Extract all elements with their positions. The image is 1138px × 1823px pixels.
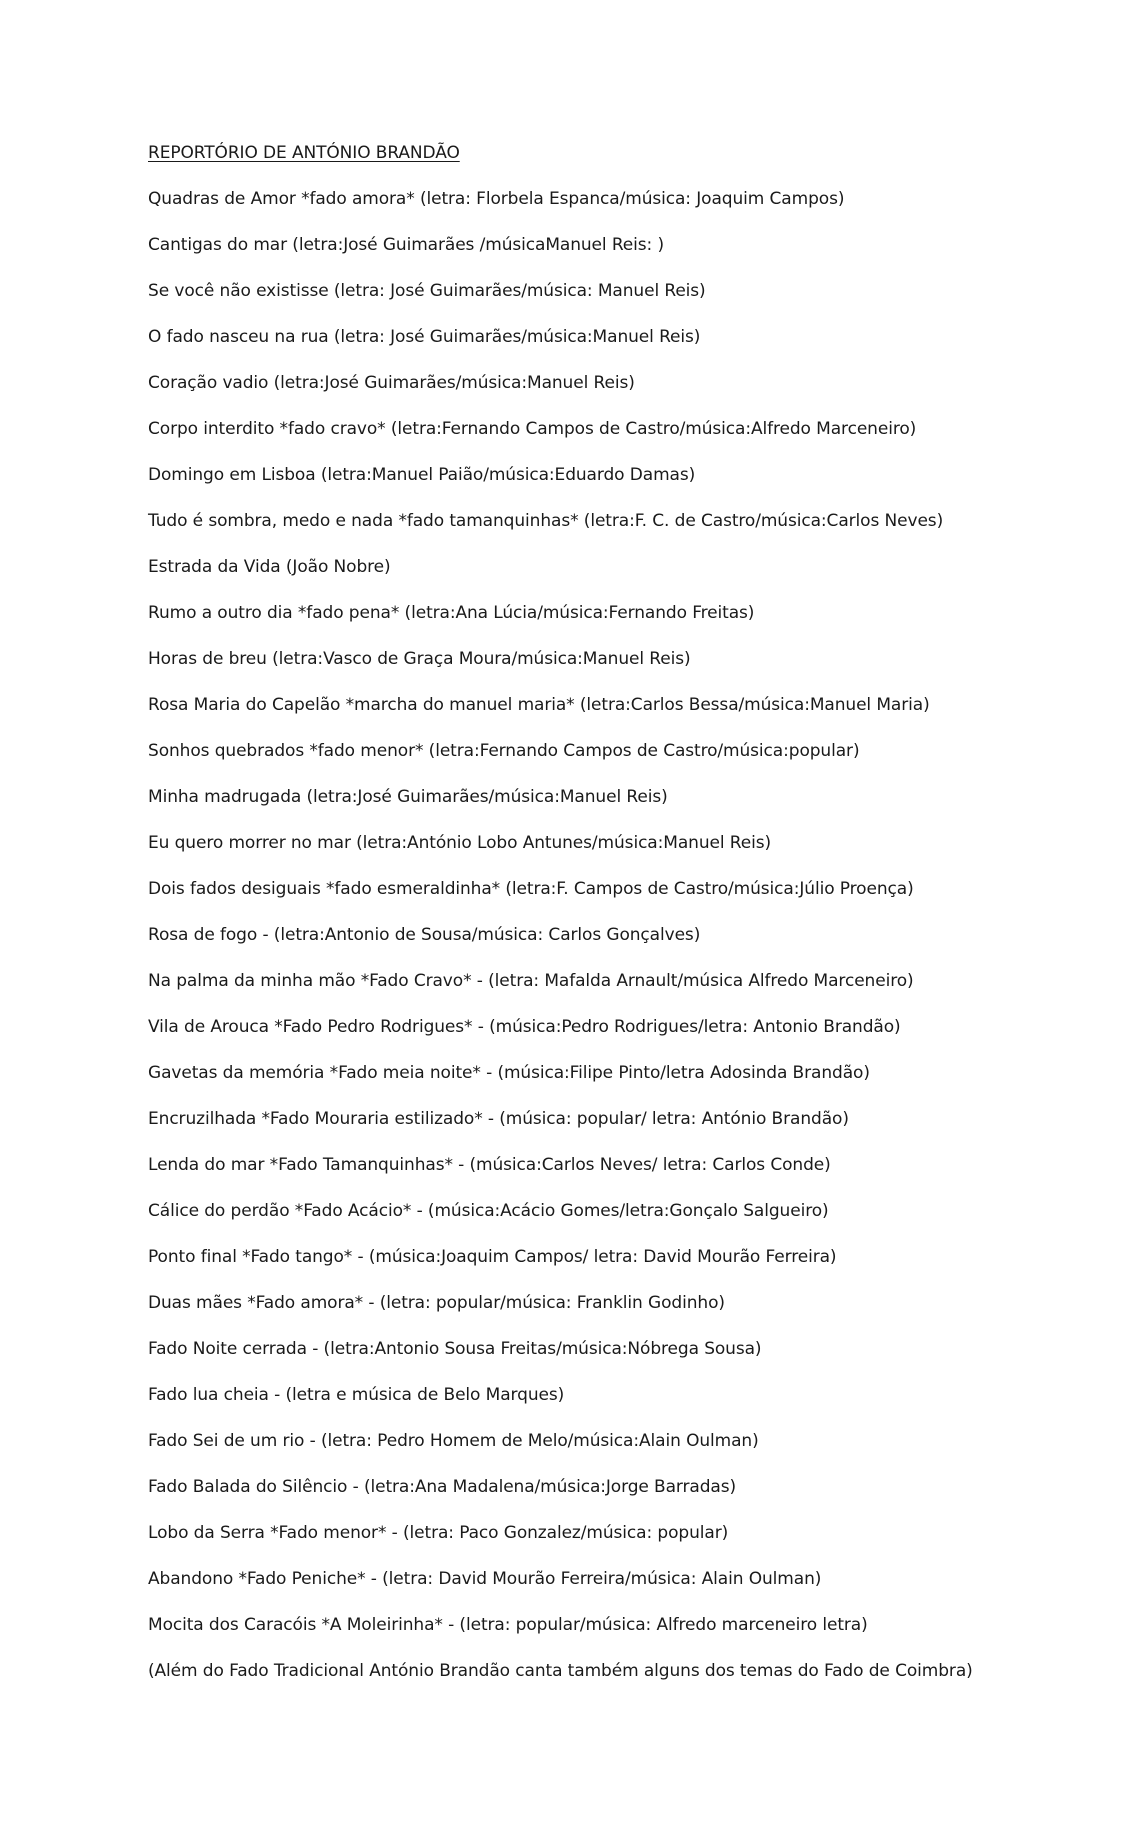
song-entry: Minha madrugada (letra:José Guimarães/música:Manuel Reis) [148,787,668,807]
song-entry: Na palma da minha mão *Fado Cravo* - (letra: Mafalda Arnault/música Alfredo Marceneiro) [148,971,914,991]
song-entry: Fado lua cheia - (letra e música de Belo Marques) [148,1385,565,1405]
song-entry: Rosa de fogo - (letra:Antonio de Sousa/música: Carlos Gonçalves) [148,925,701,945]
song-entry: O fado nasceu na rua (letra: José Guimarães/música:Manuel Reis) [148,327,701,347]
song-entry: Cantigas do mar (letra:José Guimarães /músicaManuel Reis: ) [148,235,664,255]
document-body [148,141,1108,1705]
song-list [148,187,1108,1705]
song-entry: Rumo a outro dia *fado pena* (letra:Ana Lúcia/música:Fernando Freitas) [148,603,755,623]
song-entry: Fado Sei de um rio - (letra: Pedro Homem de Melo/música:Alain Oulman) [148,1431,759,1451]
song-entry: Fado Noite cerrada - (letra:Antonio Sousa Freitas/música:Nóbrega Sousa) [148,1339,762,1359]
song-entry: Vila de Arouca *Fado Pedro Rodrigues* - (música:Pedro Rodrigues/letra: Antonio Brandão) [148,1017,901,1037]
song-entry: Dois fados desiguais *fado esmeraldinha* (letra:F. Campos de Castro/música:Júlio Proença) [148,879,914,899]
song-entry: Tudo é sombra, medo e nada *fado tamanquinhas* (letra:F. C. de Castro/música:Carlos Neves) [148,511,944,531]
song-entry: Cálice do perdão *Fado Acácio* - (música:Acácio Gomes/letra:Gonçalo Salgueiro) [148,1201,829,1221]
song-entry: Mocita dos Caracóis *A Moleirinha* - (letra: popular/música: Alfredo marceneiro letra) [148,1615,868,1635]
song-entry: Sonhos quebrados *fado menor* (letra:Fernando Campos de Castro/música:popular) [148,741,860,761]
song-entry: Lenda do mar *Fado Tamanquinhas* - (música:Carlos Neves/ letra: Carlos Conde) [148,1155,831,1175]
song-entry: Fado Balada do Silêncio - (letra:Ana Madalena/música:Jorge Barradas) [148,1477,737,1497]
song-entry: Corpo interdito *fado cravo* (letra:Fernando Campos de Castro/música:Alfredo Marceneiro) [148,419,917,439]
song-entry: Se você não existisse (letra: José Guimarães/música: Manuel Reis) [148,281,706,301]
song-entry: (Além do Fado Tradicional António Brandão canta também alguns dos temas do Fado de Coimbra) [148,1661,973,1681]
song-entry: Duas mães *Fado amora* - (letra: popular/música: Franklin Godinho) [148,1293,725,1313]
song-entry: Lobo da Serra *Fado menor* - (letra: Paco Gonzalez/música: popular) [148,1523,729,1543]
song-entry: Quadras de Amor *fado amora* (letra: Florbela Espanca/música: Joaquim Campos) [148,189,845,209]
song-entry: Encruzilhada *Fado Mouraria estilizado* - (música: popular/ letra: António Brandão) [148,1109,849,1129]
song-entry: Eu quero morrer no mar (letra:António Lobo Antunes/música:Manuel Reis) [148,833,771,853]
song-entry: Horas de breu (letra:Vasco de Graça Moura/música:Manuel Reis) [148,649,691,669]
song-entry: Abandono *Fado Peniche* - (letra: David Mourão Ferreira/música: Alain Oulman) [148,1569,822,1589]
song-entry: Gavetas da memória *Fado meia noite* - (música:Filipe Pinto/letra Adosinda Brandão) [148,1063,870,1083]
song-entry: Domingo em Lisboa (letra:Manuel Paião/música:Eduardo Damas) [148,465,696,485]
song-entry: Rosa Maria do Capelão *marcha do manuel maria* (letra:Carlos Bessa/música:Manuel Maria) [148,695,930,715]
song-entry: Coração vadio (letra:José Guimarães/música:Manuel Reis) [148,373,635,393]
song-entry: Estrada da Vida (João Nobre) [148,557,391,577]
page-title: REPORTÓRIO DE ANTÓNIO BRANDÃO [148,143,460,163]
song-entry: Ponto final *Fado tango* - (música:Joaquim Campos/ letra: David Mourão Ferreira) [148,1247,837,1267]
